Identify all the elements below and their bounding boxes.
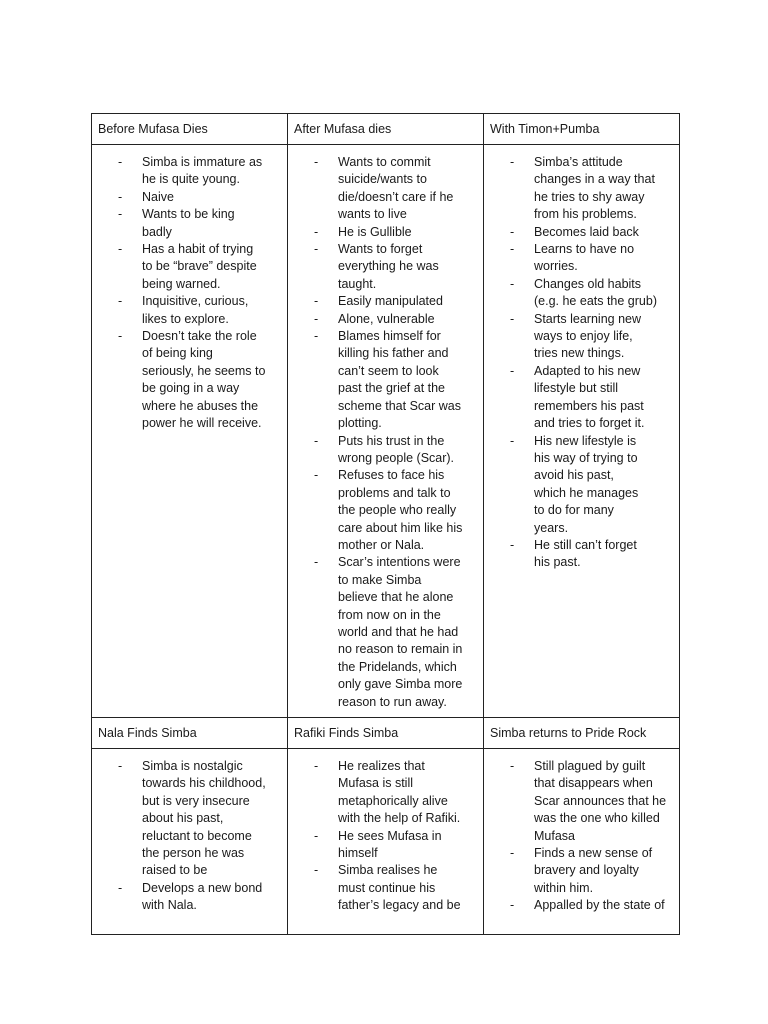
list-item [288,758,479,828]
bullet-list [484,145,679,576]
list-item-text: Still plagued by guilt that disappears when Scar announces that he was the one who killed Mufasa [534,759,667,843]
list-item [484,758,675,845]
list-item-text: Becomes laid back [534,224,639,239]
body-cell [92,749,288,935]
header-cell [92,718,288,749]
bullet-dash: - [118,294,123,309]
list-item [288,154,479,224]
bullet-dash: - [510,759,515,773]
bullet-dash: - [314,294,319,309]
list-item-text: Finds a new sense of bravery and loyalty within him. [534,846,653,895]
list-item [92,758,283,880]
list-item-text: Appalled by the state of [534,898,665,913]
bullet-dash: - [314,242,319,257]
bullet-dash: - [510,846,515,861]
bullet-dash: - [510,276,515,291]
list-item-text: Simba’s attitude changes in a way that he tries to shy away from his problems. [534,155,655,222]
list-item-text: Simba realises he must continue his father’s legacy and be [338,863,461,913]
body-cell [288,749,484,935]
list-item [484,154,675,224]
list-item [288,224,479,241]
header-simba-returns: Simba returns to Pride Rock [490,726,647,740]
header-cell [92,114,288,145]
bullet-dash: - [314,863,319,878]
bullet-dash: - [510,433,515,448]
bullet-dash: - [510,224,515,239]
character-analysis-table [91,113,680,935]
list-item-text: Naive [142,189,174,204]
header-cell [484,114,680,145]
table-body-row-2 [92,749,680,935]
bullet-dash: - [510,155,515,169]
list-item-text: He still can’t forget his past. [534,537,637,570]
body-cell [484,749,680,935]
bullet-dash: - [314,828,319,843]
list-item-text: Wants to be king badly [142,207,235,239]
list-item-text: Adapted to his new lifestyle but still remembers his past and tries to forget it. [534,363,645,431]
header-before-mufasa-dies: Before Mufasa Dies [98,122,208,136]
bullet-dash: - [314,329,319,344]
list-item [484,433,675,537]
list-item [484,224,675,241]
list-item-text: Scar’s intentions were to make Simba believe that he alone from now on in the world and that he had no reason to remain in the Pridelands, which only gave Simba more reason to run away. [338,555,463,709]
bullet-dash: - [118,759,123,773]
list-item [92,293,283,328]
bullet-list [484,749,679,919]
list-item [288,862,479,914]
bullet-dash: - [118,155,123,169]
list-item-text: Puts his trust in the wrong people (Scar). [338,433,455,465]
list-item [484,241,675,276]
bullet-dash: - [510,242,515,257]
bullet-dash: - [314,433,319,448]
bullet-dash: - [314,311,319,326]
bullet-list [92,145,287,437]
table-body-row-1 [92,145,680,718]
list-item-text: Learns to have no worries. [534,242,635,274]
list-item [484,845,675,897]
bullet-dash: - [510,363,515,378]
bullet-dash: - [118,207,123,222]
body-cell [484,145,680,718]
bullet-dash: - [314,468,319,483]
list-item-text: Inquisitive, curious, likes to explore. [142,294,249,326]
list-item-text: Develops a new bond with Nala. [142,880,263,913]
bullet-dash: - [314,555,319,570]
header-nala-finds-simba: Nala Finds Simba [98,726,197,740]
list-item-text: Changes old habits (e.g. he eats the grub) [534,276,657,309]
list-item [288,293,479,310]
bullet-dash: - [118,189,123,204]
bullet-dash: - [510,537,515,552]
bullet-dash: - [118,242,123,257]
bullet-list [288,145,483,715]
list-item [92,206,283,241]
list-item [288,328,479,432]
list-item-text: Doesn’t take the role of being king seriously, he seems to be going in a way where he abuses the power he will receive. [142,329,266,431]
list-item [92,189,283,206]
header-after-mufasa-dies: After Mufasa dies [294,122,392,136]
bullet-dash: - [314,759,319,773]
list-item [288,554,479,711]
bullet-dash: - [118,880,123,895]
list-item-text: He realizes that Mufasa is still metaphorically alive with the help of Rafiki. [338,759,461,826]
list-item [288,311,479,328]
bullet-dash: - [314,224,319,239]
list-item-text: He is Gullible [338,224,412,239]
list-item [484,276,675,311]
list-item [288,828,479,863]
body-cell [288,145,484,718]
bullet-dash: - [314,155,319,169]
body-cell [92,145,288,718]
header-rafiki-finds-simba: Rafiki Finds Simba [294,726,399,740]
list-item [288,433,479,468]
list-item [484,311,675,363]
list-item [484,363,675,433]
header-cell [484,718,680,749]
table-header-row-1 [92,114,680,145]
list-item-text: Starts learning new ways to enjoy life, tries new things. [534,311,642,361]
list-item-text: Simba is immature as he is quite young. [142,155,263,187]
list-item-text: His new lifestyle is his way of trying to avoid his past, which he manages to do for many years. [534,433,639,535]
list-item-text: He sees Mufasa in himself [338,828,442,861]
list-item [484,897,675,914]
list-item-text: Wants to forget everything he was taught. [338,242,439,291]
list-item [288,241,479,293]
list-item-text: Wants to commit suicide/wants to die/doesn’t care if he wants to live [338,155,454,222]
list-item [92,880,283,915]
bullet-list [92,749,287,919]
list-item [288,467,479,554]
list-item-text: Has a habit of trying to be “brave” despite being warned. [142,242,257,291]
list-item [92,241,283,293]
list-item [92,328,283,432]
list-item-text: Easily manipulated [338,294,443,309]
bullet-list [288,749,483,919]
list-item-text: Blames himself for killing his father and can’t seem to look past the grief at the scheme that Scar was plotting. [338,329,461,431]
header-cell [288,114,484,145]
bullet-dash: - [510,311,515,326]
list-item-text: Alone, vulnerable [338,311,435,326]
list-item [484,537,675,572]
list-item-text: Simba is nostalgic towards his childhood, but is very insecure about his past, reluctant to become the person he was raised to be [142,759,266,878]
list-item-text: Refuses to face his problems and talk to the people who really care about him like his mother or Nala. [338,468,463,552]
bullet-dash: - [510,898,515,913]
header-cell [288,718,484,749]
bullet-dash: - [118,329,123,344]
table-header-row-2 [92,718,680,749]
list-item [92,154,283,189]
header-with-timon-pumba: With Timon+Pumba [490,122,600,136]
